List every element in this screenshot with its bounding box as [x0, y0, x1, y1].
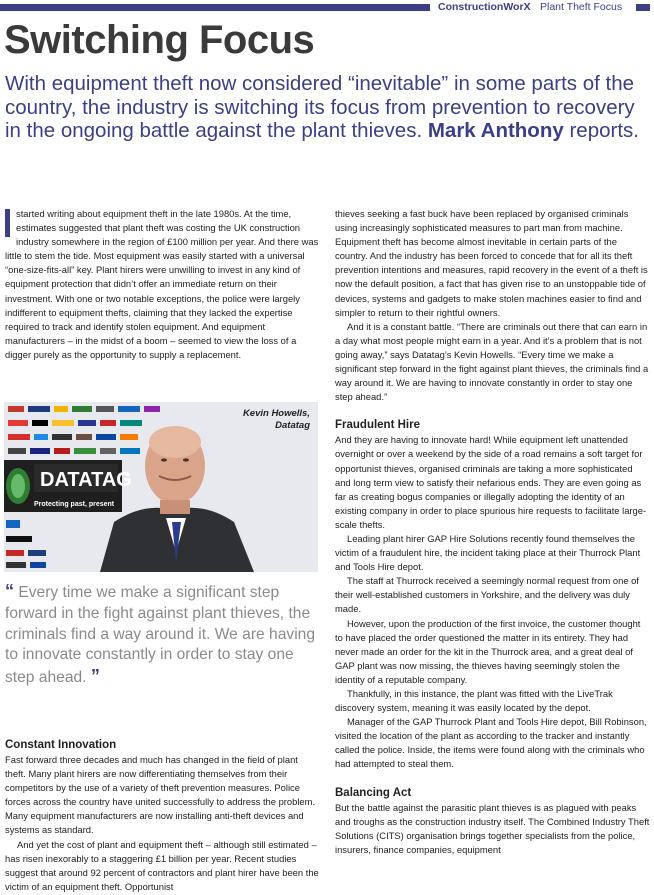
paragraph: Fast forward three decades and much has changed in the field of plant theft. Many plant hirers are now differentiating themselves from their competitors by the use of a variety of theft prevention measures. Police forces across the country have united successfully to address the problem. Many equipment manufacturers are now installing anti-theft devices and systems as standard. [5, 754, 316, 836]
photo-caption [243, 408, 310, 432]
column-left-top [5, 207, 319, 362]
paragraph: And they are having to innovate hard! While equipment left unattended overnight or over a weekend by the side of a road remains a soft target for opportunist thieves, organised criminals are taking a more sophisticated and long term view to satisfy their nefarious ends. They are even going as far as creating bogus companies or illegally adopting the identity of an existing company in order to place spurious hire requests to facilitate large-scale thefts. [335, 434, 647, 530]
paragraph: Leading plant hirer GAP Hire Solutions recently found themselves the victim of a fraudulent hire, the incident taking place at their Thurrock Plant and Tools Hire depot. [335, 532, 641, 573]
paragraph: Thankfully, in this instance, the plant was fitted with the LiveTrak discovery system, meaning it was easily located by the depot. [335, 688, 613, 714]
byline: Mark Anthony [427, 119, 564, 142]
column-left-bottom [5, 738, 319, 894]
header-rule [0, 4, 430, 11]
publication-brand [438, 1, 531, 13]
section-label: Plant Theft Focus [540, 1, 623, 13]
paragraph: Manager of the GAP Thurrock Plant and Tools Hire depot, Bill Robinson, visited the location of the plant as according to the tracker and instantly called the police. Inside, the items were found along with the criminals who had attempted to steal them. [335, 716, 647, 770]
header-end-block [636, 4, 650, 11]
subheading-balancing-act: Balancing Act [335, 786, 412, 799]
byline-reports: reports. [563, 119, 639, 142]
pull-quote-text: Every time we make a significant step forward in the fight against plant thieves, the criminals find a way around it. We are having to innovate constantly in order to stay one step ahead. [5, 584, 316, 687]
standfirst [5, 72, 645, 143]
close-quote-mark: ” [90, 666, 100, 687]
paragraph: But the battle against the parasitic plant thieves is as plagued with peaks and troughs as the construction industry itself. The Combined Industry Theft Solutions (CITS) organisation brings together specialists from the police, insurers, finance companies, equipment [335, 801, 650, 855]
headline: Switching Focus [4, 18, 315, 62]
running-header [0, 0, 654, 16]
paragraph: However, upon the production of the first invoice, the customer thought to have placed the order questioned the matter in its entirety. They had never made an order for the kit in the Thurrock area, and a great deal of GAP plant was now missing, the thieves having seemingly stolen the identity of a reputable company. [335, 617, 641, 685]
intro-paragraph [5, 207, 319, 362]
brand-construction: Construction [438, 1, 504, 13]
drop-cap-bar [5, 209, 10, 237]
brand-worx: WorX [503, 1, 531, 13]
paragraph: The staff at Thurrock received a seemingly normal request from one of their well-established customers in Yorkshire, and the delivery was duly made. [335, 575, 639, 615]
subheading-fraudulent-hire: Fraudulent Hire [335, 419, 420, 432]
datatag-banner [4, 460, 132, 512]
standfirst-text: With equipment theft now considered “inevitable” in some parts of the country, the industry is switching its focus from prevention to recovery in the ongoing battle against the plant thieves. [5, 72, 635, 142]
paragraph: And yet the cost of plant and equipment theft – although still estimated – has risen inexorably to a staggering £1 billion per year. Recent studies suggest that around 92 percent of contractors and plant hirer have been the victim of an equipment theft. Opportunist [5, 838, 319, 892]
column-right [335, 207, 650, 857]
pull-quote [5, 581, 319, 689]
paragraph: thieves seeking a fast buck have been replaced by organised criminals using increasingly sophisticated measures to part man from machine. Equipment theft has become almost inevitable in certain parts of the country. And the industry has been forced to concede that for all its theft prevention intentions and measures, rapid recovery in the event of a theft is now the default position, a fact that has given rise to an unstoppable tide of devices, systems and gadgets to make stolen machines easier to find and simpler to return to their rightful owners. [335, 208, 648, 318]
open-quote-mark: “ [5, 581, 14, 601]
caption-name: Kevin Howells, [242, 408, 310, 419]
feature-photo [4, 402, 318, 572]
datatag-logo-text: DATATAG [40, 469, 132, 491]
intro-text: started writing about equipment theft in the late 1980s. At the time, estimates suggested that plant theft was costing the UK construction industry somewhere in the region of £100 million per year. And there was little to stem the tide. Most equipment was easily started with a universal “one-size-fits-all” key. Plant hirers were unwilling to invest in any kind of equipment protection that didn’t offer an immediate return on their investment. With one or two notable exceptions, the police were largely indifferent to equipment thefts, claiming that they lacked the expertise required to track and identify stolen equipment. And equipment manufacturers – in the midst of a boom – seemed to view the loss of a digger purely as the opportunity to supply a replacement. [5, 208, 319, 360]
subheading-constant-innovation: Constant Innovation [5, 739, 117, 751]
paragraph: And it is a constant battle. “There are criminals out there that can earn in a day what most people might earn in a year. And it’s a problem that is not going away,” says Datatag’s Kevin Howells. “Every time we make a significant step forward in the fight against plant thieves, the criminals find a way around it. We are having to innovate constantly in order to stay one step ahead.” [335, 320, 649, 403]
caption-org: Datatag [275, 420, 310, 431]
datatag-tagline: Protecting past, present [34, 501, 115, 508]
